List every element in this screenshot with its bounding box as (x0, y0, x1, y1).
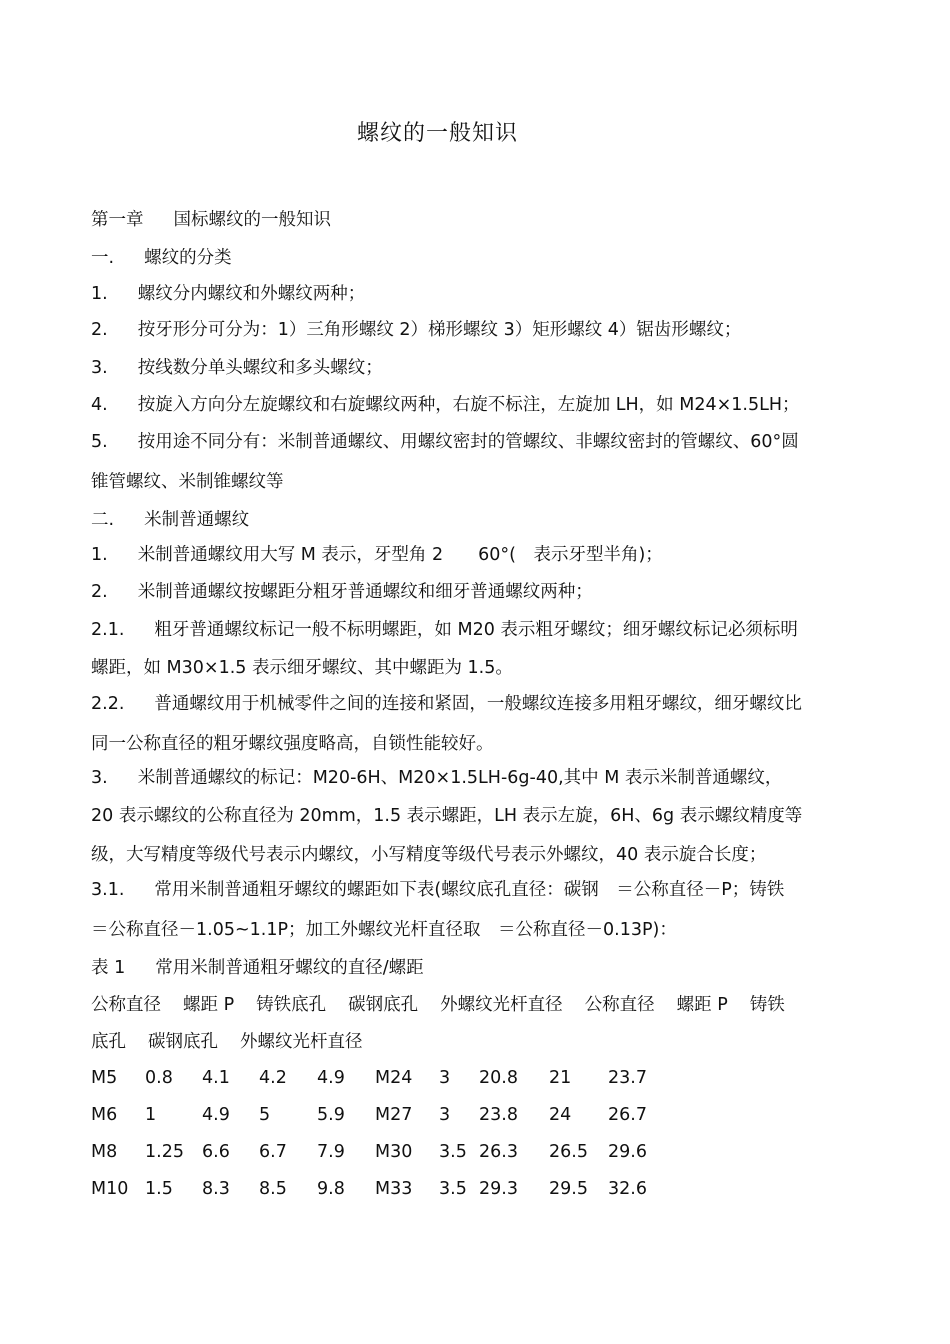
table-cell: M27 (375, 1105, 413, 1125)
item-text: 按线数分单头螺纹和多头螺纹； (137, 358, 383, 378)
list-item-continuation: ＝公称直径－1.05~1.1P；加工外螺纹光杆直径取 ＝公称直径－0.13P)： (91, 920, 677, 940)
table-cell: 8.3 (202, 1179, 230, 1199)
table-header-cell: 碳钢底孔 (348, 995, 419, 1015)
chapter-number: 第一章 (91, 210, 144, 230)
section-number: 二. (91, 510, 115, 530)
table-cell: 29.3 (479, 1179, 518, 1199)
table-cell: 6.6 (202, 1142, 230, 1162)
table-header-line-1 (91, 993, 871, 1017)
list-item (91, 692, 871, 716)
table-cell: M8 (91, 1142, 118, 1162)
table-cell: 21 (549, 1068, 572, 1088)
item-text: 普通螺纹用于机械零件之间的连接和紧固，一般螺纹连接多用粗牙螺纹，细牙螺纹比 (154, 694, 802, 714)
item-text: 按牙形分可分为：1）三角形螺纹 2）梯形螺纹 3）矩形螺纹 4）锯齿形螺纹； (137, 320, 742, 340)
list-item (91, 543, 871, 567)
table-caption (91, 956, 871, 980)
section-title: 螺纹的分类 (144, 248, 232, 268)
list-item (91, 430, 871, 454)
table-header-cell: 螺距 P (183, 995, 235, 1015)
table-cell: M33 (375, 1179, 413, 1199)
item-text: 米制普通螺纹用大写 M 表示，牙型角 2 60°( 表示牙型半角)； (137, 545, 663, 565)
item-number: 2.1. (91, 620, 125, 640)
list-item-continuation: 同一公称直径的粗牙螺纹强度略高，自锁性能较好。 (91, 734, 494, 754)
table-cell: M10 (91, 1179, 129, 1199)
table-cell: 29.6 (608, 1142, 647, 1162)
table-title: 常用米制普通粗牙螺纹的直径/螺距 (155, 958, 424, 978)
table-cell: 3 (439, 1105, 451, 1125)
table-cell: M6 (91, 1105, 118, 1125)
table-cell: 5.9 (317, 1105, 345, 1125)
item-number: 2. (91, 582, 108, 602)
table-header-cell: 碳钢底孔 (148, 1032, 218, 1052)
table-cell: 1 (145, 1105, 157, 1125)
item-text: 米制普通螺纹的标记：M20-6H、M20×1.5LH-6g-40,其中 M 表示米制普通螺纹， (137, 768, 783, 788)
table-cell: 7.9 (317, 1142, 345, 1162)
item-number: 1. (91, 284, 108, 304)
table-cell: 1.5 (145, 1179, 173, 1199)
list-item-continuation: 20 表示螺纹的公称直径为 20mm，1.5 表示螺距，LH 表示左旋，6H、6g 表示螺纹精度等 (91, 806, 803, 826)
list-item-continuation: 螺距，如 M30×1.5 表示细牙螺纹、其中螺距为 1.5。 (91, 658, 513, 678)
list-item-continuation: 级，大写精度等级代号表示内螺纹，小写精度等级代号表示外螺纹，40 表示旋合长度； (91, 845, 767, 865)
section-number: 一. (91, 248, 115, 268)
section-heading-2 (91, 508, 871, 532)
section-heading-1 (91, 246, 871, 270)
item-text: 按旋入方向分左旋螺纹和右旋螺纹两种，右旋不标注，左旋加 LH，如 M24×1.5LH； (137, 395, 800, 415)
item-text: 螺纹分内螺纹和外螺纹两种； (137, 284, 366, 304)
table-header-cell: 铸铁底孔 (256, 995, 327, 1015)
table-cell: M30 (375, 1142, 413, 1162)
chapter-title: 国标螺纹的一般知识 (173, 210, 331, 230)
table-cell: 23.8 (479, 1105, 518, 1125)
table-header-cell: 公称直径 (91, 995, 161, 1015)
item-number: 3. (91, 768, 108, 788)
table-cell: 4.2 (259, 1068, 287, 1088)
table-cell: 23.7 (608, 1068, 647, 1088)
table-header-cell: 螺距 P (676, 995, 728, 1015)
table-cell: M24 (375, 1068, 413, 1088)
table-number: 表 1 (91, 958, 126, 978)
table-cell: 3.5 (439, 1179, 467, 1199)
table-header-cell: 外螺纹光杆直径 (240, 1032, 363, 1052)
table-cell: 6.7 (259, 1142, 287, 1162)
table-cell: 24 (549, 1105, 572, 1125)
item-number: 4. (91, 395, 108, 415)
item-number: 3. (91, 358, 108, 378)
table-cell: 29.5 (549, 1179, 588, 1199)
table-cell: 26.3 (479, 1142, 518, 1162)
table-header-cell: 公称直径 (584, 995, 655, 1015)
item-number: 3.1. (91, 880, 125, 900)
table-cell: 5 (259, 1105, 271, 1125)
table-cell: 3.5 (439, 1142, 467, 1162)
list-item (91, 766, 871, 790)
list-item (91, 878, 871, 902)
table-cell: 1.25 (145, 1142, 184, 1162)
table-cell: M5 (91, 1068, 118, 1088)
table-cell: 20.8 (479, 1068, 518, 1088)
table-cell: 8.5 (259, 1179, 287, 1199)
item-text: 米制普通螺纹按螺距分粗牙普通螺纹和细牙普通螺纹两种； (137, 582, 593, 602)
table-header-line-2 (91, 1030, 871, 1054)
table-cell: 0.8 (145, 1068, 173, 1088)
list-item-continuation: 锥管螺纹、米制锥螺纹等 (91, 472, 284, 492)
item-number: 1. (91, 545, 108, 565)
list-item (91, 282, 871, 306)
item-number: 2. (91, 320, 108, 340)
list-item (91, 393, 871, 417)
item-text: 粗牙普通螺纹标记一般不标明螺距，如 M20 表示粗牙螺纹；细牙螺纹标记必须标明 (154, 620, 798, 640)
table-header-cell: 铸铁 (749, 995, 785, 1015)
table-cell: 9.8 (317, 1179, 345, 1199)
table-header-cell: 底孔 (91, 1032, 126, 1052)
table-cell: 4.9 (317, 1068, 345, 1088)
table-cell: 4.1 (202, 1068, 230, 1088)
item-number: 2.2. (91, 694, 125, 714)
list-item (91, 356, 871, 380)
chapter-heading (91, 208, 871, 232)
table-cell: 3 (439, 1068, 451, 1088)
list-item (91, 618, 871, 642)
table-cell: 26.7 (608, 1105, 647, 1125)
section-title: 米制普通螺纹 (144, 510, 250, 530)
table-cell: 32.6 (608, 1179, 647, 1199)
page-title: 螺纹的一般知识 (356, 121, 518, 146)
list-item (91, 318, 871, 342)
item-text: 常用米制普通粗牙螺纹的螺距如下表(螺纹底孔直径：碳钢 ＝公称直径－P；铸铁 (154, 880, 785, 900)
list-item (91, 580, 871, 604)
table-cell: 26.5 (549, 1142, 588, 1162)
item-number: 5. (91, 432, 108, 452)
table-header-cell: 外螺纹光杆直径 (440, 995, 563, 1015)
table-cell: 4.9 (202, 1105, 230, 1125)
item-text: 按用途不同分有：米制普通螺纹、用螺纹密封的管螺纹、非螺纹密封的管螺纹、60°圆 (137, 432, 799, 452)
